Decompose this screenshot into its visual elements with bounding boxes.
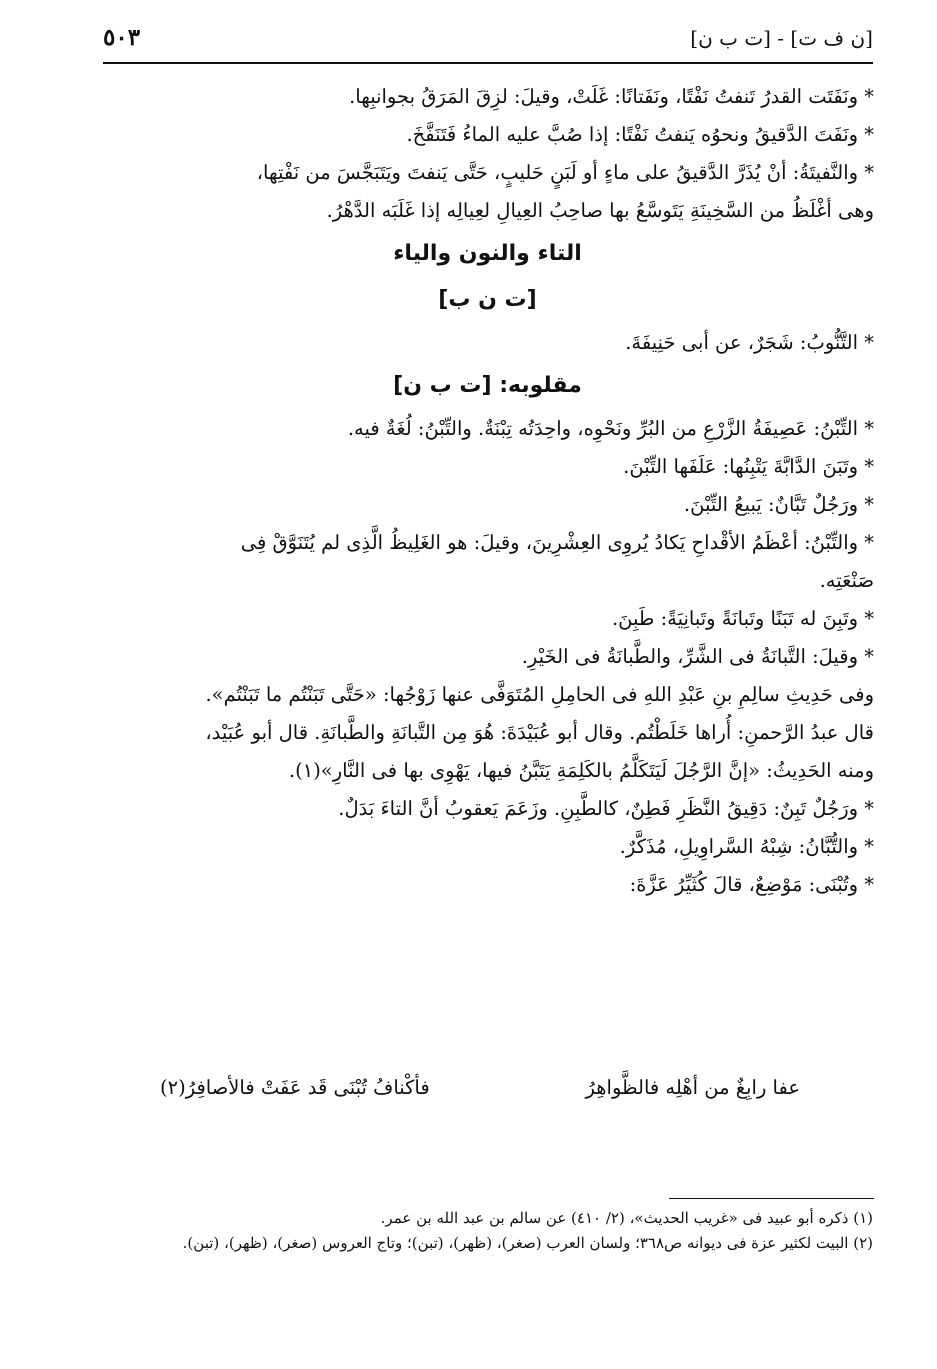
- verse-first-hemistich: عفا رابِغٌ من أهْلِه فالظَّواهِرُ: [585, 1076, 800, 1099]
- text-line: وفى حَدِيثِ سالِمِ بنِ عَبْدِ اللهِ فى الحامِلِ المُتَوَفَّى عنها زَوْجُها: «حَتَّى تَبَنْتُم ما تَبَنْتُم».: [205, 683, 874, 706]
- text-line: * ورَجُلٌ تَبَّانٌ: يَبيعُ التِّبْنَ.: [683, 493, 874, 516]
- verse-second-hemistich: فأكْنافُ تُبْنَى قَد عَفَتْ فالأصافِرُ(٢): [160, 1076, 430, 1099]
- text-line: ومنه الحَدِيثُ: «إنَّ الرَّجُلَ لَيَتَكَلَّمُ بالكَلِمَةِ يَتَبَّنُ فيها، يَهْوِى بها فى النَّارِ»(١).: [288, 759, 874, 782]
- root-heading: مقلوبه: [ت ب ن]: [393, 373, 582, 398]
- root-heading: [ت ن ب]: [438, 287, 537, 312]
- text-line: * والتُّبَّانُ: شِبْهُ السَّراوِيلِ، مُذَكَّرٌ.: [619, 835, 874, 858]
- footnote: (٢) البيت لكثير عزة فى ديوانه ص٣٦٨؛ ولسان العرب (صغر)، (ظهر)، (تبن)؛ وتاج العروس (صغر)، (ظهر)، (تبن).: [182, 1234, 873, 1252]
- text-line: * وقيلَ: التَّبانَةُ فى الشَّرِّ، والطَّبانَةُ فى الخَيْرِ.: [521, 645, 874, 668]
- text-line: * وتُبْنَى: مَوْضِعٌ، قالَ كُثَيِّرُ عَزَّةَ:: [629, 873, 874, 896]
- text-line: * التِّبْنُ: عَصِيفَةُ الزَّرْعِ من البُرِّ ونَحْوِه، واحِدَتُه تِبْنَةٌ. والتِّبْنُ: لُغَةٌ فيه.: [347, 417, 874, 440]
- text-line: * ونَفَتَ الدَّقيقُ ونحوُه يَنفتُ نَفْتًا: إذا صُبَّ عليه الماءُ فَتَنَفَّخَ.: [406, 123, 874, 146]
- text-line: * وتَبِنَ له تَبَنًا وتَبانَةً وتَبانِيَةً: طَبِنَ.: [611, 607, 874, 630]
- text-line: * وتَبَنَ الدَّابَّةَ يَتْبِنُها: عَلَفَها التِّبْنَ.: [623, 455, 874, 478]
- text-line: صَنْعَتِه.: [819, 569, 874, 592]
- main-text: [101, 78, 874, 904]
- text-line: * التَّنُّوبُ: شَجَرٌ، عن أبى حَنِيفَةَ.: [625, 331, 874, 354]
- text-line: * ونَفَتَت القدرُ تَنفتُ نَفْتًا، ونَفَتانًا: غَلَتْ، وقيلَ: لزِقَ المَرَقُ بجوانبِها.: [349, 85, 874, 108]
- footnote-divider: [669, 1198, 874, 1199]
- text-line: * والنَّفيتَةُ: أنْ يُذَرَّ الدَّقيقُ على ماءٍ أو لَبَنٍ حَليبٍ، حَتَّى يَنفتَ ويَتَبَجَّسَ من نَفْتِها،: [256, 161, 874, 184]
- header-divider: [103, 62, 873, 64]
- text-line: * ورَجُلٌ تَبِنٌ: دَقِيقُ النَّظَرِ فَطِنٌ، كالطَّبِنِ. وزَعَمَ يَعقوبُ أنَّ التاءَ بَدَلٌ.: [338, 797, 874, 820]
- text-line: قال عبدُ الرَّحمنِ: أُراها خَلَطْتُم. وقال أبو عُبَيْدَةَ: هُوَ مِن التَّبانَةِ والطَّبانَةِ. قال أبو عُبَيْد،: [205, 721, 874, 744]
- footnote: (١) ذكره أبو عبيد فى «غريب الحديث»، (٢/ ٤١٠) عن سالم بن عبد الله بن عمر.: [380, 1209, 873, 1227]
- text-line: * والتِّبْنُ: أعْظَمُ الأقْداحِ يَكادُ يُروِى العِشْرِينَ، وقيلَ: هو الغَلِيظُ الَّذِى لم يُتَنَوَّقْ فِى: [240, 531, 874, 554]
- poetry-verse: [160, 1076, 800, 1116]
- footnotes: [103, 1206, 873, 1256]
- section-heading: التاء والنون والياء: [393, 241, 582, 266]
- page-number: ٥٠٣: [103, 24, 141, 51]
- running-title: [ن ف ت] - [ت ب ن]: [690, 26, 873, 50]
- page-header: [103, 22, 873, 60]
- text-line: وهى أغْلَظُ من السَّخِينَةِ يَتَوسَّعُ بها صاحِبُ العِيالِ لعِيالِه إذا غَلَبَه الدَّهْرُ.: [326, 199, 874, 222]
